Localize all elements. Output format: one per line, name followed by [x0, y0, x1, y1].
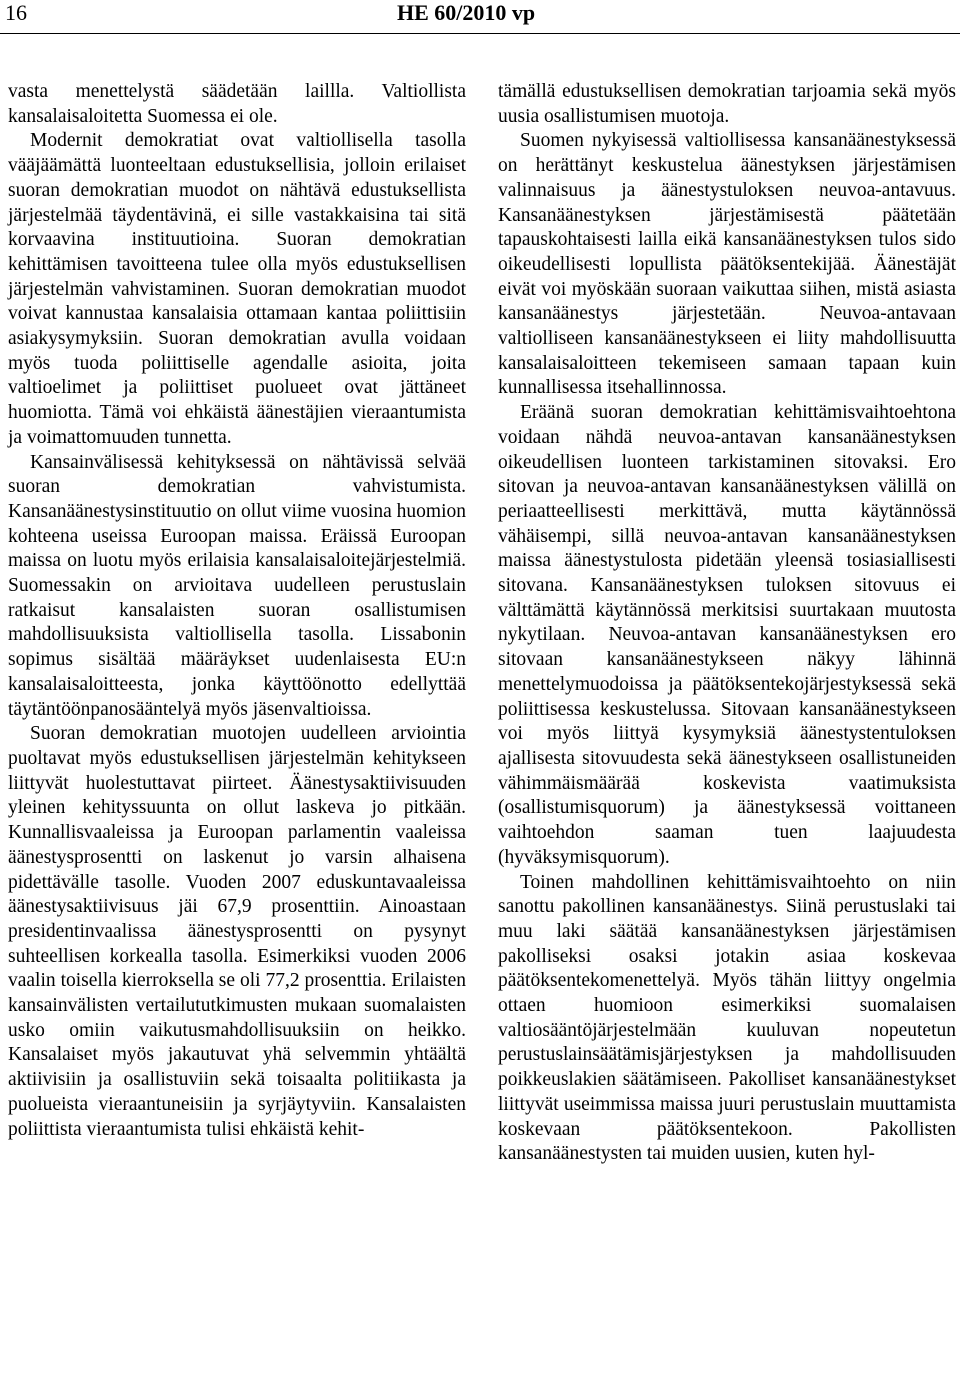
document-id: HE 60/2010 vp: [397, 0, 536, 25]
page-header: [0, 0, 960, 38]
paragraph: Toinen mahdollinen kehittämisvaihtoehto on niin sanottu pakollinen kansanäänestys. Siinä perustuslaki tai muu laki säätää kansanäänestyksen järjestämisen pakolliseksi osaksi jotakin asiaa koskevaa päätöksentekomenettelyä. Myös tähän liittyy ongelmia ottaen huomioon esimerkiksi suomalaisen valtiosääntöjärjestelmään kuuluvan nopeutetun perustuslainsäätämisjärjestyksen ja mahdollisuuden poikkeuslakien säätämiseen. Pakolliset kansanäänestykset liittyvät useimmissa maissa juuri perustuslain muuttamista koskevaan päätöksentekoon. Pakollisten kansanäänestysten tai muiden uusien, kuten hyl-: [498, 871, 956, 1165]
paragraph: tämällä edustuksellisen demokratian tarjoamia sekä myös uusia osallistumisen muotoja.: [498, 81, 956, 127]
paragraph: Suoran demokratian muotojen uudelleen arviointia puoltavat myös edustuksellisen järjestelmän kehitykseen liittyvät huolestuttavat piirteet. Äänestysaktiivisuuden yleinen kehityssuunta on ollut laskeva jo pitkään. Kunnallisvaaleissa ja Euroopan parlamentin vaaleissa äänestysprosentti on laskenut jo varsin alhaisena pidettävälle tasolle. Vuoden 2007 eduskuntavaaleissa äänestysaktiivisuus jäi 67,9 prosenttiin. Ainoastaan presidentinvaalissa äänestysprosentti on pysynyt suhteellisen korkealla tasolla. Esimerkiksi vuoden 2006 vaalin toisella kierroksella se oli 77,2 prosenttia. Erilaisten kansainvälisten vertailututkimusten mukaan suomalaisten usko omiin vaikutusmahdollisuuksiin on heikko. Kansalaiset myös jakautuvat yhä selvemmin yhtäältä aktiivisiin ja osallistuviin sekä toisaalta politiikasta ja puolueista vieraantuneisiin ja syrjäytyviin. Kansalaisten poliittista vieraantumista tulisi ehkäistä kehit-: [8, 723, 466, 1140]
paragraph: vasta menettelystä säädetään laillla. Valtiollista kansalaisaloitetta Suomessa ei ole.: [8, 81, 466, 127]
left-column: [8, 80, 466, 1142]
right-column: [498, 80, 956, 1167]
paragraph: Suomen nykyisessä valtiollisessa kansanäänestyksessä on herättänyt keskustelua äänestyksen järjestämisen valinnaisuus ja äänestystuloksen neuvoa-antavuus. Kansanäänestyksen järjestämisestä päätetään tapauskohtaisesti lailla eikä kansanäänestyksen tulos sido oikeudellisesti lopullista päätöksentekijää. Äänestäjät eivät voi myöskään suoraan vaikuttaa siihen, mistä asiasta kansanäänestys järjestetään. Neuvoa-antavaan valtiolliseen kansanäänestykseen ei liity mahdollisuutta kansalaisaloitteen tekemiseen samaan tapaan kuin kunnallisessa itsehallinnossa.: [498, 130, 956, 399]
paragraph: Kansainvälisessä kehityksessä on nähtävissä selvää suoran demokratian vahvistumista. Kansanäänestysinstituutio on ollut viime vuosina huomion kohteena useissa Euroopan maissa. Eräissä Euroopan maissa on luotu myös erilaisia kansalaisaloitejärjestelmiä. Suomessakin on arvioitava uudelleen perustuslain ratkaisut kansalaisten suoran osallistumisen mahdollisuuksista valtiollisella tasolla. Lissabonin sopimus sisältää määräykset uudenlaisesta EU:n kansalaisaloitteesta, jonka käyttöönotto edellyttää täytäntöönpanosääntelyä myös jäsenvaltioissa.: [8, 451, 466, 720]
paragraph: Modernit demokratiat ovat valtiollisella tasolla vääjäämättä luonteeltaan edustuksellisia, jolloin erilaiset suoran demokratian muodot on nähtävä edustuksellista järjestelmää täydentävinä, ei sille vastakkaisina tai sitä korvaavina instituutioina. Suoran demokratian kehittämisen tavoitteena tulee olla myös edustuksellisen järjestelmän vahvistaminen. Suoran demokratian muodot voivat kannustaa kansalaisia ottamaan kantaa poliittisiin asiakysymyksiin. Suoran demokratian avulla voidaan myös tuoda poliittiselle agendalle asioita, joita valtioelimet ja poliittiset puolueet ovat jättäneet huomiotta. Tämä voi ehkäistä äänestäjien vieraantumista ja voimattomuuden tunnetta.: [8, 130, 466, 448]
page-number: 16: [5, 0, 27, 25]
header-rule: [0, 33, 960, 34]
paragraph: Eräänä suoran demokratian kehittämisvaihtoehtona voidaan nähdä neuvoa-antavan kansanäänestyksen oikeudellisen luonteen tarkistaminen sitovaksi. Ero sitovan ja neuvoa-antavan kansanäänestyksen välillä on periaatteellisesti merkittävä, mutta käytännössä vähäisempi, sillä neuvoa-antavan kansanäänestyksen maissa äänestystulosta pidetään yleensä tosiasiallisesti sitovana. Kansanäänestyksen tuloksen sitovuus ei välttämättä käytännössä merkitsisi suurtakaan muutosta nykytilaan. Neuvoa-antavan kansanäänestyksen ero sitovaan kansanäänestykseen näkyy lähinnä menettelymuodoissa ja päätöksentekojärjestyksessä sekä poliittisessa keskustelussa. Sitovaan kansanäänestykseen voi myös liittyä kysymyksiä äänestystentuloksen ajallisesta sitovuudesta sekä äänestykseen osallistuneiden vähimmäismäärää koskevista vaatimuksista (osallistumisquorum) ja äänestyksessä voittaneen vaihtoehdon saaman tuen laajuudesta (hyväksymisquorum).: [498, 402, 956, 868]
